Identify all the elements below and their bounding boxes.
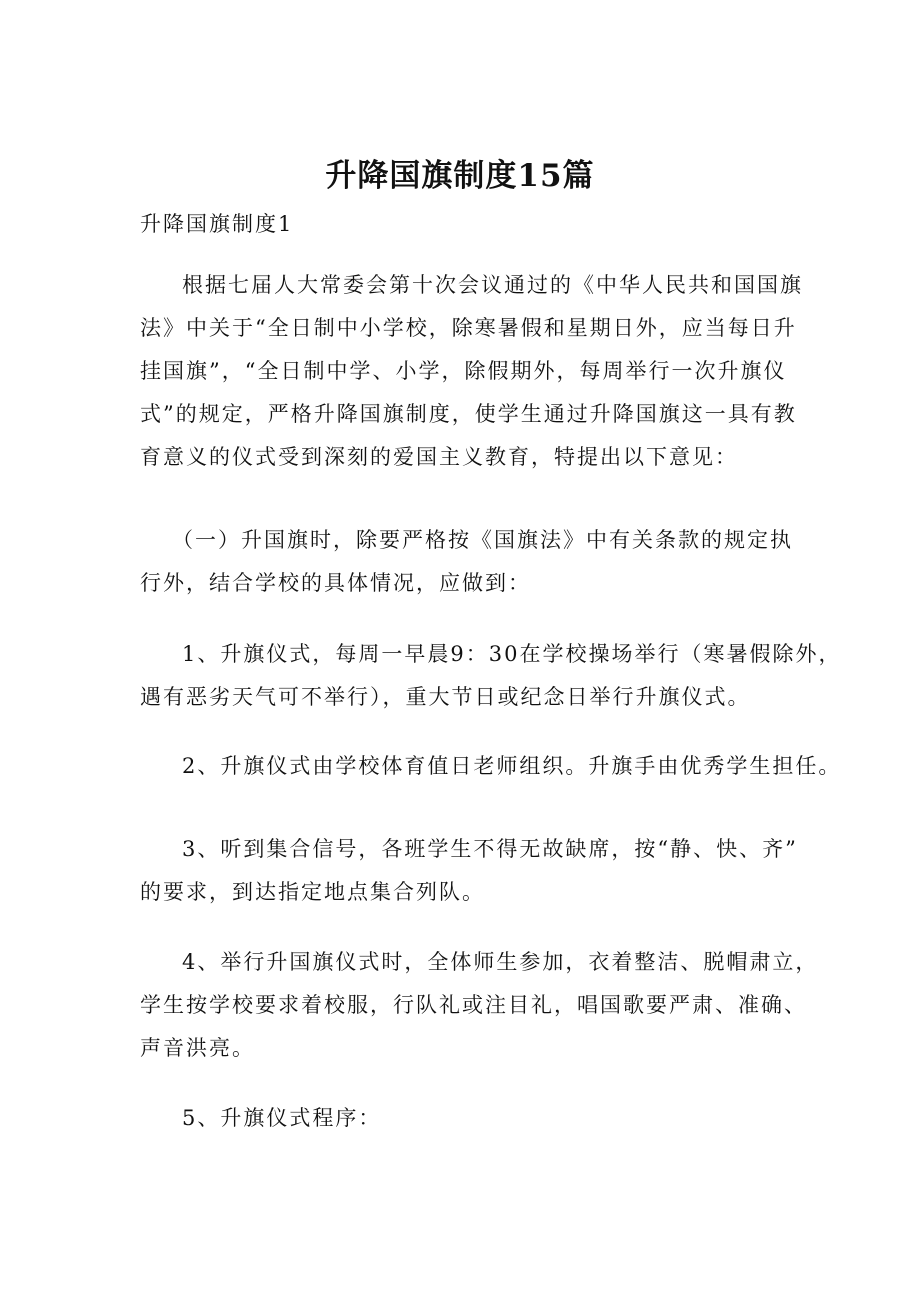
paragraph-line: 根据七届人大常委会第十次会议通过的《中华人民共和国国旗 (182, 273, 803, 297)
section-heading: 升降国旗制度1 (140, 212, 294, 236)
paragraph-line: 行外，结合学校的具体情况，应做到： (140, 571, 531, 595)
paragraph-line: 3、听到集合信号，各班学生不得无故缺席，按“静、快、齐” (182, 837, 798, 861)
paragraph-line: 挂国旗”，“全日制中学、小学，除假期外，每周举行一次升旗仪 (140, 359, 787, 383)
paragraph-line: 育意义的仪式受到深刻的爱国主义教育，特提出以下意见： (140, 445, 738, 469)
paragraph-line: （一）升国旗时，除要严格按《国旗法》中有关条款的规定执 (172, 528, 793, 552)
paragraph-line: 4、举行升国旗仪式时，全体师生参加，衣着整洁、脱帽肃立， (182, 950, 819, 974)
paragraph-line: 5、升旗仪式程序： (182, 1106, 382, 1130)
document-title: 升降国旗制度15篇 (325, 158, 595, 194)
paragraph-line: 式”的规定，严格升降国旗制度，使学生通过升降国旗这一具有教 (140, 402, 797, 426)
paragraph-line: 1、升旗仪式，每周一早晨9：30在学校操场举行（寒暑假除外， (182, 642, 842, 666)
paragraph-line: 学生按学校要求着校服，行队礼或注目礼，唱国歌要严肃、准确、 (140, 993, 807, 1017)
paragraph-line: 遇有恶劣天气可不举行），重大节日或纪念日举行升旗仪式。 (140, 685, 751, 709)
paragraph-line: 2、升旗仪式由学校体育值日老师组织。升旗手由优秀学生担任。 (182, 754, 842, 778)
paragraph-line: 声音洪亮。 (140, 1036, 255, 1060)
paragraph-line: 法》中关于“全日制中小学校，除寒暑假和星期日外，应当每日升 (140, 316, 797, 340)
paragraph-line: 的要求，到达指定地点集合列队。 (140, 880, 485, 904)
